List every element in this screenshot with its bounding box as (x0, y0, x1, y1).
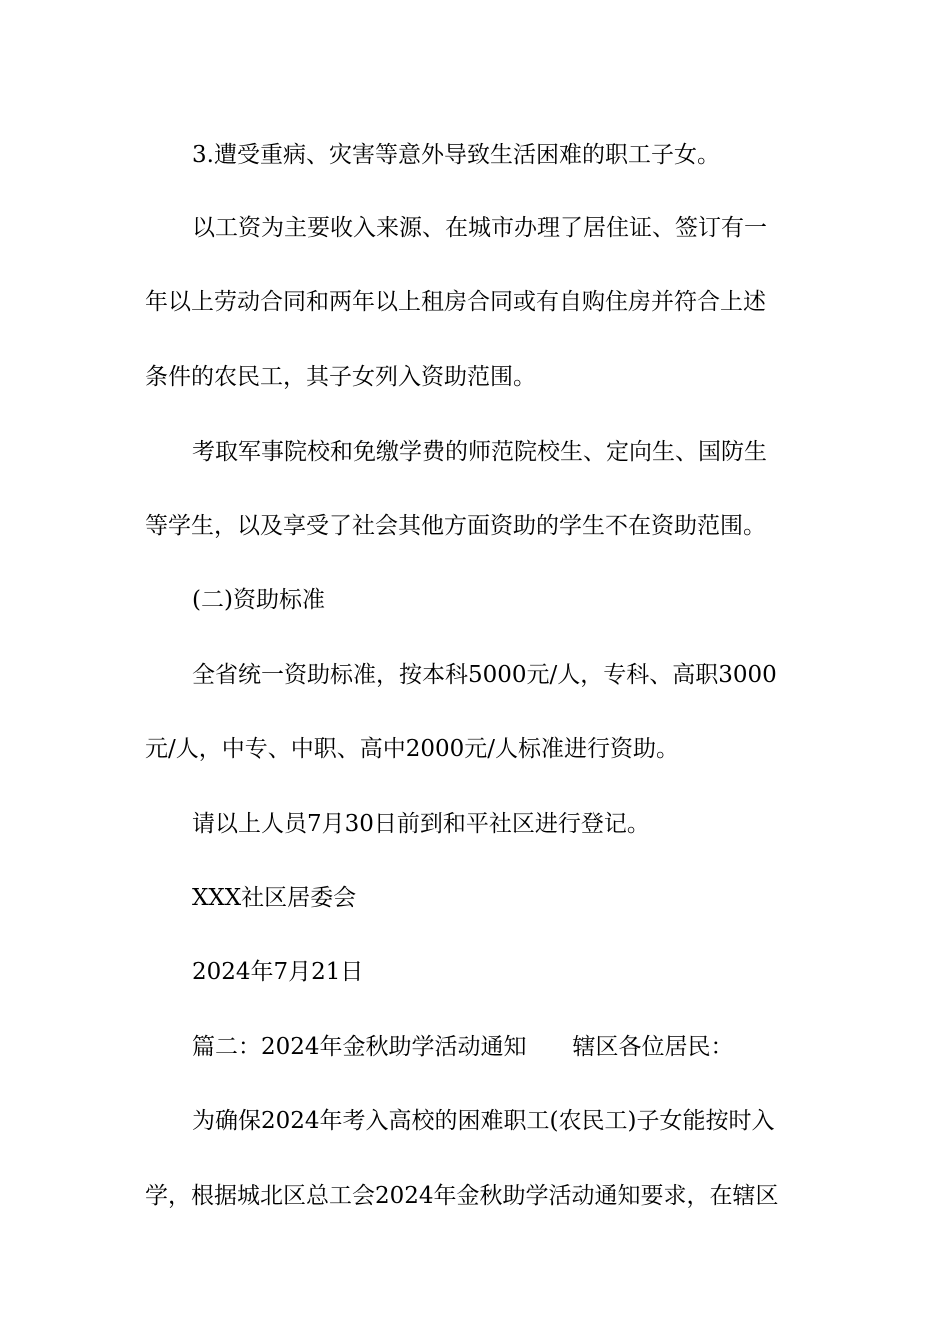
paragraph-line: 请以上人员7月30日前到和平社区进行登记。 (192, 811, 650, 837)
paragraph-line: 元/人，中专、中职、高中2000元/人标准进行资助。 (145, 736, 680, 762)
article-heading-line (192, 1032, 872, 1062)
signature-org: XXX社区居委会 (192, 885, 357, 911)
paragraph-line: 以工资为主要收入来源、在城市办理了居住证、签订有一 (192, 215, 767, 241)
salutation: 辖区各位居民： (572, 1034, 734, 1060)
paragraph-line: 3.遭受重病、灾害等意外导致生活困难的职工子女。 (192, 142, 720, 168)
paragraph-line: 全省统一资助标准，按本科5000元/人，专科、高职3000 (192, 662, 777, 688)
paragraph-line: 条件的农民工，其子女列入资助范围。 (145, 364, 536, 390)
signature-date: 2024年7月21日 (192, 959, 364, 985)
paragraph-line: 学，根据城北区总工会2024年金秋助学活动通知要求，在辖区 (145, 1183, 779, 1209)
paragraph-line: 等学生，以及享受了社会其他方面资助的学生不在资助范围。 (145, 513, 766, 539)
section-heading: (二)资助标准 (192, 587, 325, 613)
paragraph-line: 考取军事院校和免缴学费的师范院校生、定向生、国防生 (192, 439, 767, 465)
article-title: 篇二：2024年金秋助学活动通知 (192, 1034, 527, 1060)
paragraph-line: 为确保2024年考入高校的困难职工(农民工)子女能按时入 (192, 1108, 775, 1134)
paragraph-line: 年以上劳动合同和两年以上租房合同或有自购住房并符合上述 (145, 289, 766, 315)
